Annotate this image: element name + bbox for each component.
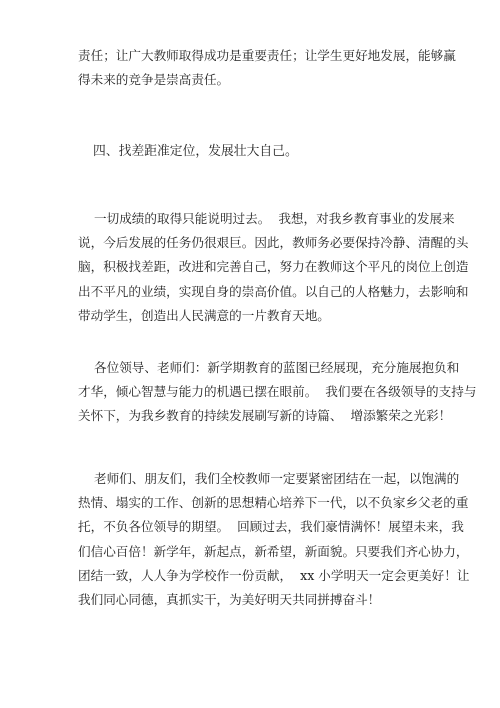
paragraph-line: 一切成绩的取得只能说明过去。 我想，对我乡教育事业的发展来 <box>78 211 455 226</box>
paragraph-line: 热情、塌实的工作、创新的思想精心培养下一代，以不负家乡父老的重 <box>78 495 469 511</box>
paragraph-line: 团结一致，人人争为学校作一份贡献， xx 小学明天一定会更美好！让 <box>78 567 470 583</box>
section-heading: 四、找差距准定位，发展壮大自己。 <box>93 144 298 159</box>
paragraph-line: 带动学生，创造出人民满意的一片教育天地。 <box>78 307 330 323</box>
paragraph-line: 脑，积极找差距，改进和完善自己，努力在教师这个平凡的岗位上创造 <box>78 259 469 275</box>
paragraph-responsibility <box>78 44 456 92</box>
paragraph-line: 我们同心同德，真抓实干，为美好明天共同拼搏奋斗！ <box>78 592 381 608</box>
paragraph-line: 们信心百倍！新学年，新起点，新希望，新面貌。只要我们齐心协力， <box>78 543 469 559</box>
paragraph-teachers-friends <box>78 467 470 612</box>
paragraph-line: 关怀下，为我乡教育的持续发展刷写新的诗篇、 增添繁荣之光彩！ <box>78 408 452 424</box>
paragraph-line: 才华，倾心智慧与能力的机遇已摆在眼前。 我们要在各级领导的支持与 <box>78 384 477 400</box>
paragraph-line: 得未来的竞争是崇高责任。 <box>78 72 230 88</box>
paragraph-line: 托，不负各位领导的期望。 回顾过去，我们豪情满怀！展望未来，我 <box>78 519 464 535</box>
paragraph-line: 说，今后发展的任务仍很艰巨。因此，教师务必要保持冷静、清醒的头 <box>78 235 469 251</box>
paragraph-line: 老师们、朋友们，我们全校教师一定要紧密团结在一起，以饱满的 <box>78 471 460 486</box>
paragraph-line: 责任；让广大教师取得成功是重要责任；让学生更好地发展，能够赢 <box>78 48 456 63</box>
paragraph-line: 各位领导、老师们：新学期教育的蓝图已经展现，充分施展抱负和 <box>78 360 460 375</box>
paragraph-leaders-teachers <box>78 356 477 429</box>
paragraph-line: 出不平凡的业绩，实现自身的崇高价值。以自己的人格魅力，去影响和 <box>78 283 469 299</box>
paragraph-achievements <box>78 207 469 328</box>
